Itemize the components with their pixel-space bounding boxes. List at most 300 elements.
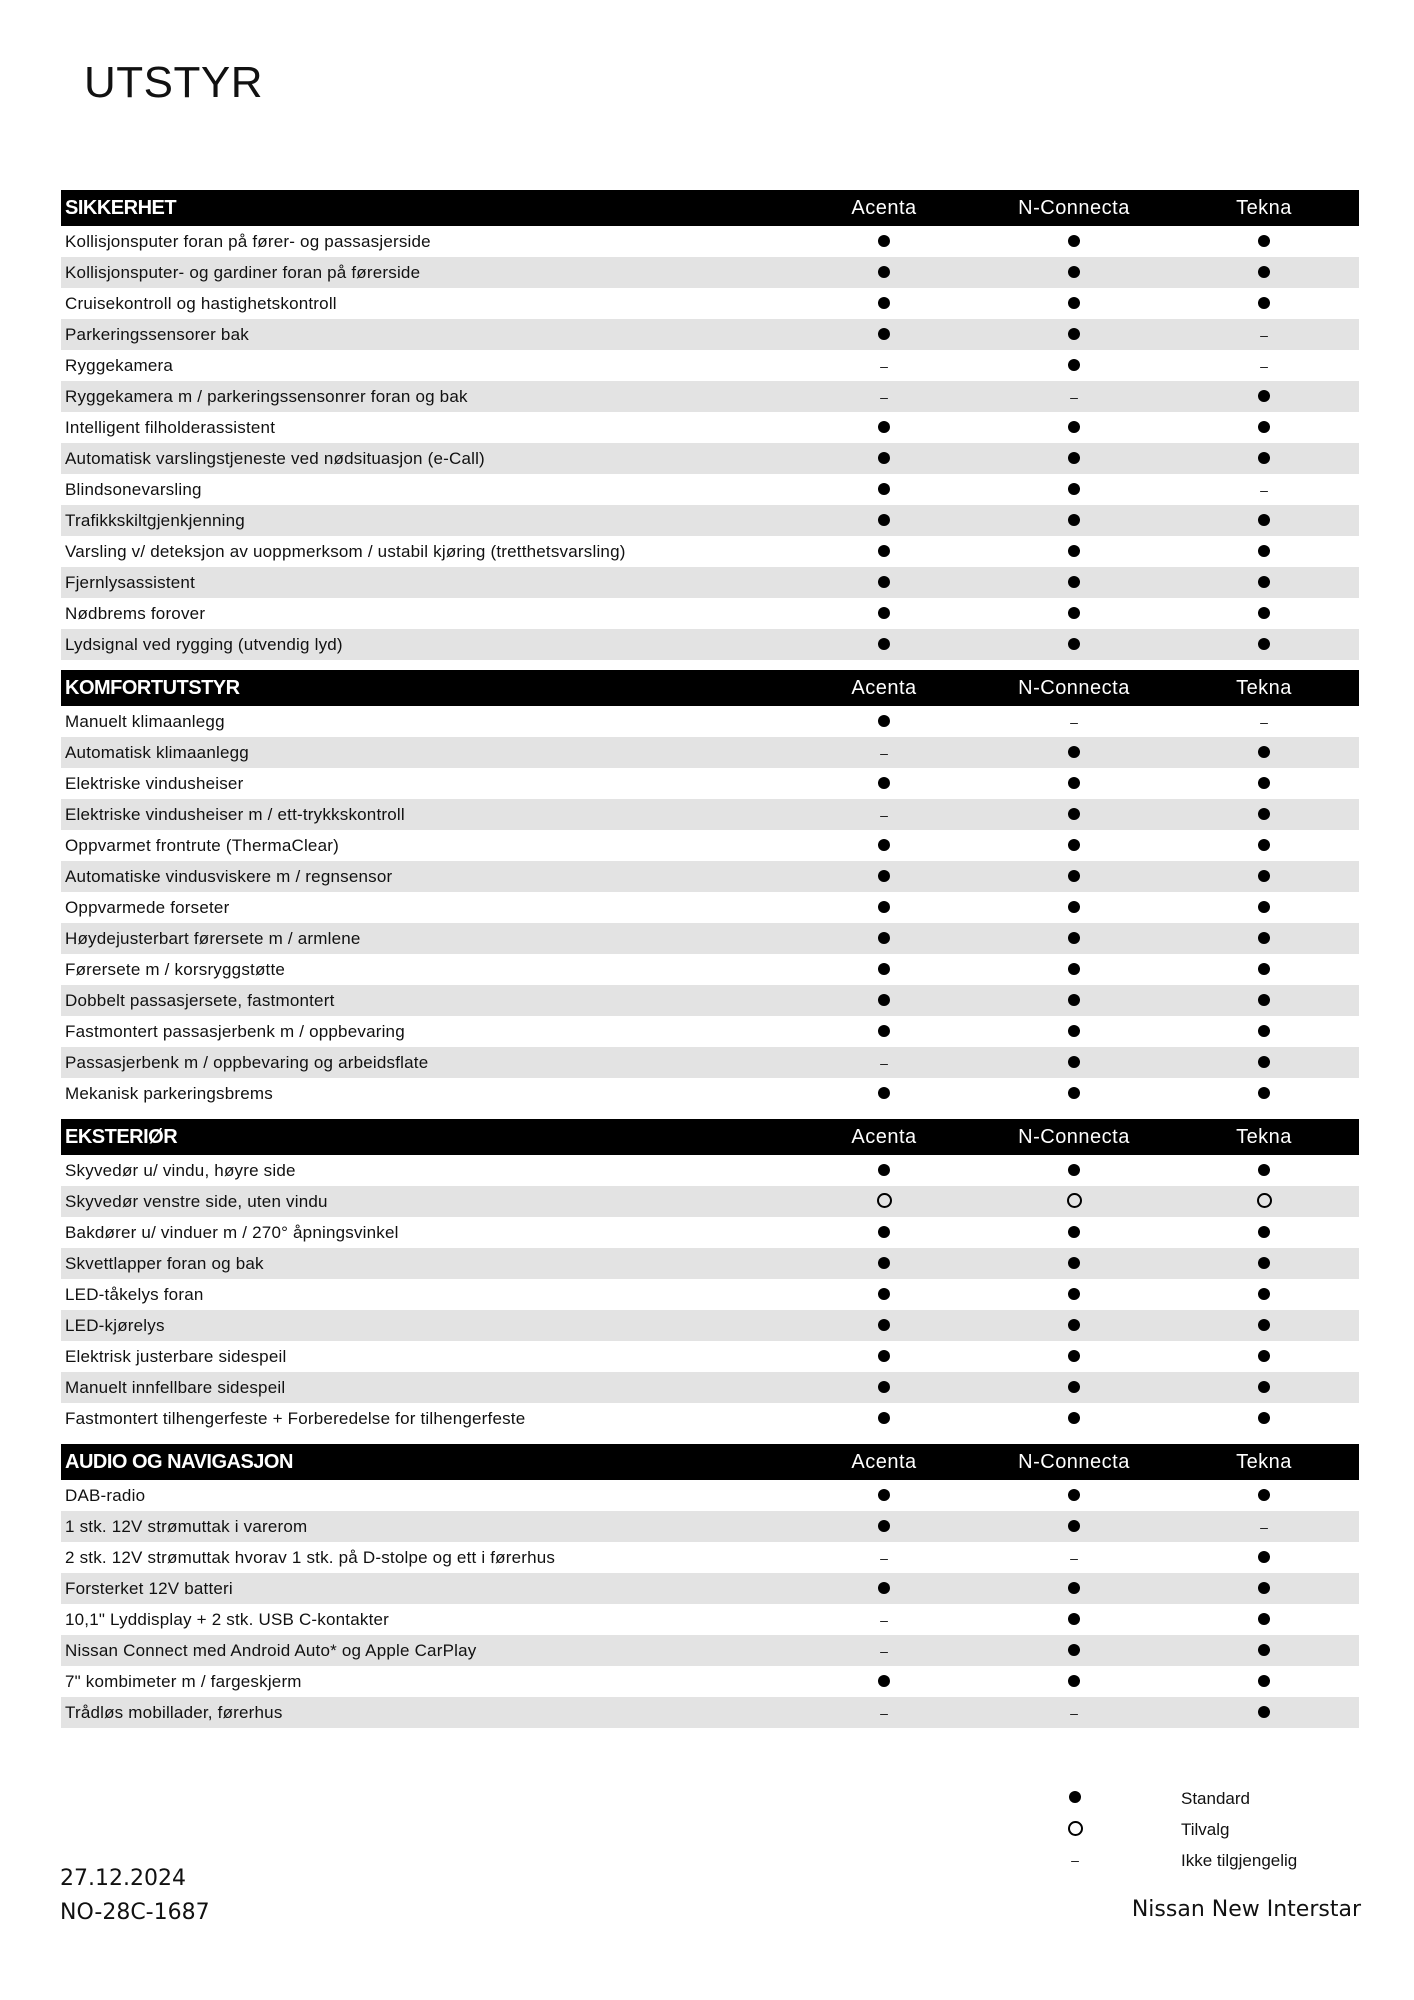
availability-cell (1169, 294, 1359, 314)
availability-cell (979, 1254, 1169, 1274)
column-header: N-Connecta (1018, 676, 1130, 699)
table-row (61, 474, 1359, 505)
table-row (61, 412, 1359, 443)
standard-dot-icon (1068, 870, 1080, 882)
table-row (61, 1403, 1359, 1434)
table-row (61, 830, 1359, 861)
standard-dot-icon (1068, 932, 1080, 944)
standard-dot-icon (1258, 1164, 1270, 1176)
table-row (61, 319, 1359, 350)
availability-cell (1169, 1548, 1359, 1568)
availability-cell (979, 1347, 1169, 1367)
availability-cell (789, 1316, 979, 1336)
table-row (61, 799, 1359, 830)
availability-cell (789, 1347, 979, 1367)
standard-dot-icon (1258, 576, 1270, 588)
not-available-dash-icon: – (1070, 713, 1078, 730)
availability-cell (1169, 263, 1359, 283)
availability-cell (789, 1486, 979, 1506)
availability-cell (979, 1084, 1169, 1104)
availability-cell (1169, 1409, 1359, 1429)
standard-dot-icon (1068, 1644, 1080, 1656)
standard-dot-icon (1258, 901, 1270, 913)
option-circle-icon (1067, 1193, 1082, 1208)
standard-dot-icon (1068, 746, 1080, 758)
availability-cell (789, 356, 979, 376)
availability-cell (1169, 929, 1359, 949)
standard-dot-icon (1068, 1675, 1080, 1687)
standard-dot-icon (878, 1350, 890, 1362)
availability-cell (979, 898, 1169, 918)
availability-cell (789, 1548, 979, 1568)
availability-cell (1169, 898, 1359, 918)
availability-cell (979, 635, 1169, 655)
table-row (61, 350, 1359, 381)
availability-cell (979, 263, 1169, 283)
availability-cell (979, 542, 1169, 562)
availability-cell (789, 635, 979, 655)
table-row (61, 861, 1359, 892)
row-label: Elektriske vindusheiser m / ett-trykkskontroll (65, 804, 405, 824)
standard-dot-icon (1258, 1257, 1270, 1269)
document-date: 27.12.2024 (60, 1866, 186, 1891)
standard-dot-icon (878, 1520, 890, 1532)
availability-cell (789, 232, 979, 252)
page-title: UTSTYR (84, 58, 263, 107)
availability-cell (979, 1378, 1169, 1398)
availability-cell (979, 836, 1169, 856)
row-label: Elektriske vindusheiser (65, 773, 244, 793)
row-label: Mekanisk parkeringsbrems (65, 1083, 273, 1103)
availability-cell (979, 325, 1169, 345)
option-circle-icon (1257, 1193, 1272, 1208)
row-label: Skyvedør venstre side, uten vindu (65, 1191, 328, 1211)
legend-item (1065, 1783, 1297, 1814)
row-label: Høydejusterbart førersete m / armlene (65, 928, 361, 948)
section-title: SIKKERHET (65, 196, 177, 219)
standard-dot-icon (1068, 452, 1080, 464)
standard-dot-icon (1068, 1226, 1080, 1238)
table-row (61, 505, 1359, 536)
availability-cell (1169, 635, 1359, 655)
availability-cell (979, 867, 1169, 887)
standard-dot-icon (1068, 994, 1080, 1006)
availability-cell (1169, 1285, 1359, 1305)
standard-dot-icon (1258, 1675, 1270, 1687)
standard-dot-icon (1068, 1489, 1080, 1501)
standard-dot-icon (1258, 1350, 1270, 1362)
availability-cell (789, 1409, 979, 1429)
availability-cell (1169, 1641, 1359, 1661)
standard-dot-icon (1068, 1350, 1080, 1362)
availability-cell (979, 232, 1169, 252)
section-header (61, 1444, 1359, 1480)
standard-dot-icon (878, 1087, 890, 1099)
availability-cell (789, 1022, 979, 1042)
table-row (61, 706, 1359, 737)
standard-dot-icon (1258, 1056, 1270, 1068)
legend-text: Standard (1181, 1788, 1250, 1808)
legend-item (1065, 1845, 1297, 1876)
availability-cell (1169, 1316, 1359, 1336)
availability-cell (1169, 1378, 1359, 1398)
standard-dot-icon (878, 452, 890, 464)
availability-cell (1169, 743, 1359, 763)
availability-cell (789, 1579, 979, 1599)
availability-cell (1169, 1254, 1359, 1274)
column-header: Acenta (851, 676, 917, 699)
standard-dot-icon (1069, 1791, 1081, 1803)
not-available-dash-icon: – (1070, 1704, 1078, 1721)
column-header: Tekna (1236, 1450, 1292, 1473)
document-code: NO-28C-1687 (60, 1900, 210, 1925)
not-available-dash-icon: – (1070, 388, 1078, 405)
availability-cell (979, 1053, 1169, 1073)
row-label: Kollisjonsputer foran på fører- og passasjerside (65, 231, 431, 251)
standard-dot-icon (1258, 452, 1270, 464)
standard-dot-icon (1258, 1025, 1270, 1037)
row-label: Fastmontert tilhengerfeste + Forberedelse for tilhengerfeste (65, 1408, 526, 1428)
standard-dot-icon (878, 839, 890, 851)
standard-dot-icon (1068, 1288, 1080, 1300)
availability-cell (979, 1610, 1169, 1630)
row-label: Automatiske vindusviskere m / regnsensor (65, 866, 393, 886)
availability-cell (789, 743, 979, 763)
table-row (61, 381, 1359, 412)
availability-cell (979, 1548, 1169, 1568)
standard-dot-icon (878, 328, 890, 340)
availability-cell (979, 573, 1169, 593)
standard-dot-icon (1068, 1164, 1080, 1176)
availability-cell (979, 604, 1169, 624)
row-label: Manuelt innfellbare sidespeil (65, 1377, 286, 1397)
availability-cell (1169, 542, 1359, 562)
standard-dot-icon (1258, 1706, 1270, 1718)
availability-cell (979, 480, 1169, 500)
standard-dot-icon (1068, 514, 1080, 526)
row-label: Nissan Connect med Android Auto* og Apple CarPlay (65, 1640, 477, 1660)
not-available-dash-icon: – (1071, 1851, 1079, 1868)
row-label: Skyvedør u/ vindu, høyre side (65, 1160, 296, 1180)
availability-cell (789, 325, 979, 345)
row-label: 2 stk. 12V strømuttak hvorav 1 stk. på D-stolpe og ett i førerhus (65, 1547, 556, 1567)
not-available-dash-icon: – (880, 357, 888, 374)
availability-cell (979, 712, 1169, 732)
availability-cell (979, 929, 1169, 949)
standard-dot-icon (1068, 963, 1080, 975)
table-row (61, 1542, 1359, 1573)
table-row (61, 567, 1359, 598)
availability-cell (979, 1703, 1169, 1723)
section-2 (61, 1119, 1359, 1434)
table-row (61, 954, 1359, 985)
availability-cell (979, 294, 1169, 314)
availability-cell (979, 805, 1169, 825)
availability-cell (1169, 604, 1359, 624)
section-title: EKSTERIØR (65, 1125, 178, 1148)
availability-cell (979, 743, 1169, 763)
option-circle-icon (877, 1193, 892, 1208)
standard-dot-icon (1068, 297, 1080, 309)
standard-dot-icon (878, 514, 890, 526)
not-available-dash-icon: – (880, 1611, 888, 1628)
row-label: Førersete m / korsryggstøtte (65, 959, 286, 979)
availability-cell (1169, 1223, 1359, 1243)
row-label: Parkeringssensorer bak (65, 324, 249, 344)
availability-cell (1169, 867, 1359, 887)
legend (1065, 1783, 1297, 1876)
table-row (61, 1217, 1359, 1248)
standard-dot-icon (1258, 932, 1270, 944)
standard-dot-icon (878, 1582, 890, 1594)
row-label: 10,1" Lyddisplay + 2 stk. USB C-kontakter (65, 1609, 390, 1629)
table-row (61, 1279, 1359, 1310)
standard-dot-icon (878, 870, 890, 882)
availability-cell (789, 263, 979, 283)
column-header: Tekna (1236, 676, 1292, 699)
row-label: Ryggekamera m / parkeringssensonrer foran og bak (65, 386, 468, 406)
table-row (61, 536, 1359, 567)
table-row (61, 985, 1359, 1016)
table-row (61, 892, 1359, 923)
availability-cell (789, 387, 979, 407)
row-label: LED-tåkelys foran (65, 1284, 204, 1304)
availability-cell (979, 418, 1169, 438)
standard-dot-icon (1258, 607, 1270, 619)
row-label: Passasjerbenk m / oppbevaring og arbeidsflate (65, 1052, 429, 1072)
standard-dot-icon (878, 576, 890, 588)
legend-text: Tilvalg (1181, 1819, 1230, 1839)
standard-dot-icon (878, 715, 890, 727)
availability-cell (979, 1316, 1169, 1336)
availability-cell (1169, 1672, 1359, 1692)
table-row (61, 1372, 1359, 1403)
availability-cell (979, 356, 1169, 376)
standard-dot-icon (878, 266, 890, 278)
not-available-dash-icon: – (1260, 481, 1268, 498)
column-header: Acenta (851, 1450, 917, 1473)
equipment-tables (61, 190, 1359, 1738)
availability-cell (789, 449, 979, 469)
standard-dot-icon (1068, 1582, 1080, 1594)
table-row (61, 1511, 1359, 1542)
standard-dot-icon (1068, 576, 1080, 588)
row-label: Kollisjonsputer- og gardiner foran på førerside (65, 262, 421, 282)
column-header: N-Connecta (1018, 1450, 1130, 1473)
availability-cell (789, 1053, 979, 1073)
standard-dot-icon (878, 1226, 890, 1238)
section-0 (61, 190, 1359, 660)
availability-cell (1169, 1084, 1359, 1104)
row-label: Intelligent filholderassistent (65, 417, 276, 437)
row-label: Automatisk varslingstjeneste ved nødsituasjon (e-Call) (65, 448, 485, 468)
standard-dot-icon (1068, 1257, 1080, 1269)
availability-cell (1169, 449, 1359, 469)
standard-dot-icon (1068, 777, 1080, 789)
not-available-dash-icon: – (1070, 1549, 1078, 1566)
column-header: N-Connecta (1018, 196, 1130, 219)
standard-dot-icon (878, 545, 890, 557)
not-available-dash-icon: – (1260, 326, 1268, 343)
standard-dot-icon (1258, 1582, 1270, 1594)
availability-cell (1169, 356, 1359, 376)
availability-cell (1169, 511, 1359, 531)
standard-dot-icon (1258, 266, 1270, 278)
row-label: Trafikkskiltgjenkjenning (65, 510, 245, 530)
column-header: Acenta (851, 1125, 917, 1148)
not-available-dash-icon: – (880, 1549, 888, 1566)
standard-dot-icon (1258, 994, 1270, 1006)
row-label: Dobbelt passasjersete, fastmontert (65, 990, 335, 1010)
standard-dot-icon (1258, 1319, 1270, 1331)
not-available-dash-icon: – (1260, 357, 1268, 374)
standard-dot-icon (1068, 808, 1080, 820)
availability-cell (789, 1084, 979, 1104)
table-row (61, 737, 1359, 768)
column-header: Tekna (1236, 196, 1292, 219)
row-label: DAB-radio (65, 1485, 146, 1505)
availability-cell (789, 867, 979, 887)
standard-dot-icon (1258, 1288, 1270, 1300)
standard-dot-icon (1068, 607, 1080, 619)
standard-dot-icon (878, 1412, 890, 1424)
section-header (61, 670, 1359, 706)
legend-item (1065, 1814, 1297, 1845)
table-row (61, 1078, 1359, 1109)
standard-dot-icon (1068, 1613, 1080, 1625)
table-row (61, 1573, 1359, 1604)
standard-dot-icon (878, 994, 890, 1006)
section-title: AUDIO OG NAVIGASJON (65, 1450, 293, 1473)
standard-dot-icon (1258, 1613, 1270, 1625)
availability-cell (1169, 991, 1359, 1011)
standard-dot-icon (1068, 1381, 1080, 1393)
standard-dot-icon (878, 235, 890, 247)
section-header (61, 1119, 1359, 1155)
legend-text: Ikke tilgjengelig (1181, 1850, 1298, 1870)
option-circle-icon (1068, 1821, 1083, 1836)
standard-dot-icon (878, 1489, 890, 1501)
table-row (61, 1186, 1359, 1217)
standard-dot-icon (1068, 1319, 1080, 1331)
table-row (61, 629, 1359, 660)
table-row (61, 443, 1359, 474)
standard-dot-icon (1258, 235, 1270, 247)
availability-cell (1169, 480, 1359, 500)
standard-dot-icon (1068, 1520, 1080, 1532)
availability-cell (979, 1672, 1169, 1692)
availability-cell (1169, 1347, 1359, 1367)
table-row (61, 598, 1359, 629)
row-label: Oppvarmet frontrute (ThermaClear) (65, 835, 339, 855)
standard-dot-icon (878, 607, 890, 619)
table-row (61, 257, 1359, 288)
availability-cell (789, 712, 979, 732)
row-label: Blindsonevarsling (65, 479, 202, 499)
availability-cell (789, 836, 979, 856)
model-name: Nissan New Interstar (1131, 1897, 1361, 1922)
availability-cell (789, 1161, 979, 1181)
availability-cell (979, 1409, 1169, 1429)
standard-dot-icon (878, 1257, 890, 1269)
standard-dot-icon (878, 932, 890, 944)
availability-cell (789, 1641, 979, 1661)
row-label: Automatisk klimaanlegg (65, 742, 249, 762)
availability-cell (1169, 325, 1359, 345)
standard-dot-icon (1068, 235, 1080, 247)
availability-cell (789, 960, 979, 980)
standard-dot-icon (1068, 901, 1080, 913)
availability-cell (979, 1486, 1169, 1506)
standard-dot-icon (878, 1675, 890, 1687)
standard-dot-icon (1068, 421, 1080, 433)
availability-cell (979, 1641, 1169, 1661)
standard-dot-icon (878, 777, 890, 789)
row-label: Cruisekontroll og hastighetskontroll (65, 293, 337, 313)
standard-dot-icon (878, 638, 890, 650)
standard-dot-icon (878, 421, 890, 433)
section-title: KOMFORTUTSTYR (65, 676, 240, 699)
standard-dot-icon (1258, 1551, 1270, 1563)
availability-cell (1169, 712, 1359, 732)
standard-dot-icon (1068, 638, 1080, 650)
standard-dot-icon (1258, 1226, 1270, 1238)
not-available-dash-icon: – (1260, 713, 1268, 730)
column-header: N-Connecta (1018, 1125, 1130, 1148)
availability-cell (979, 1579, 1169, 1599)
availability-cell (979, 774, 1169, 794)
standard-dot-icon (1068, 1056, 1080, 1068)
availability-cell (789, 898, 979, 918)
availability-cell (979, 1223, 1169, 1243)
not-available-dash-icon: – (1260, 1518, 1268, 1535)
row-label: Bakdører u/ vinduer m / 270° åpningsvinkel (65, 1222, 399, 1242)
row-label: Manuelt klimaanlegg (65, 711, 225, 731)
availability-cell (1169, 1486, 1359, 1506)
column-header: Tekna (1236, 1125, 1292, 1148)
availability-cell (1169, 1610, 1359, 1630)
table-row (61, 1310, 1359, 1341)
availability-cell (789, 1378, 979, 1398)
standard-dot-icon (1258, 1087, 1270, 1099)
availability-cell (1169, 1192, 1359, 1212)
availability-cell (789, 1223, 979, 1243)
standard-dot-icon (1258, 545, 1270, 557)
availability-cell (979, 1022, 1169, 1042)
row-label: 7" kombimeter m / fargeskjerm (65, 1671, 302, 1691)
availability-cell (1169, 387, 1359, 407)
standard-dot-icon (878, 1025, 890, 1037)
availability-cell (1169, 1053, 1359, 1073)
standard-dot-icon (1068, 359, 1080, 371)
availability-cell (789, 511, 979, 531)
table-row (61, 1047, 1359, 1078)
availability-cell (979, 960, 1169, 980)
availability-cell (789, 1610, 979, 1630)
column-header: Acenta (851, 196, 917, 219)
standard-dot-icon (878, 1381, 890, 1393)
availability-cell (789, 294, 979, 314)
section-1 (61, 670, 1359, 1109)
not-available-dash-icon: – (880, 388, 888, 405)
availability-cell (1169, 232, 1359, 252)
availability-cell (789, 1703, 979, 1723)
availability-cell (979, 387, 1169, 407)
not-available-dash-icon: – (880, 1054, 888, 1071)
row-label: 1 stk. 12V strømuttak i varerom (65, 1516, 308, 1536)
availability-cell (789, 1285, 979, 1305)
standard-dot-icon (1258, 808, 1270, 820)
